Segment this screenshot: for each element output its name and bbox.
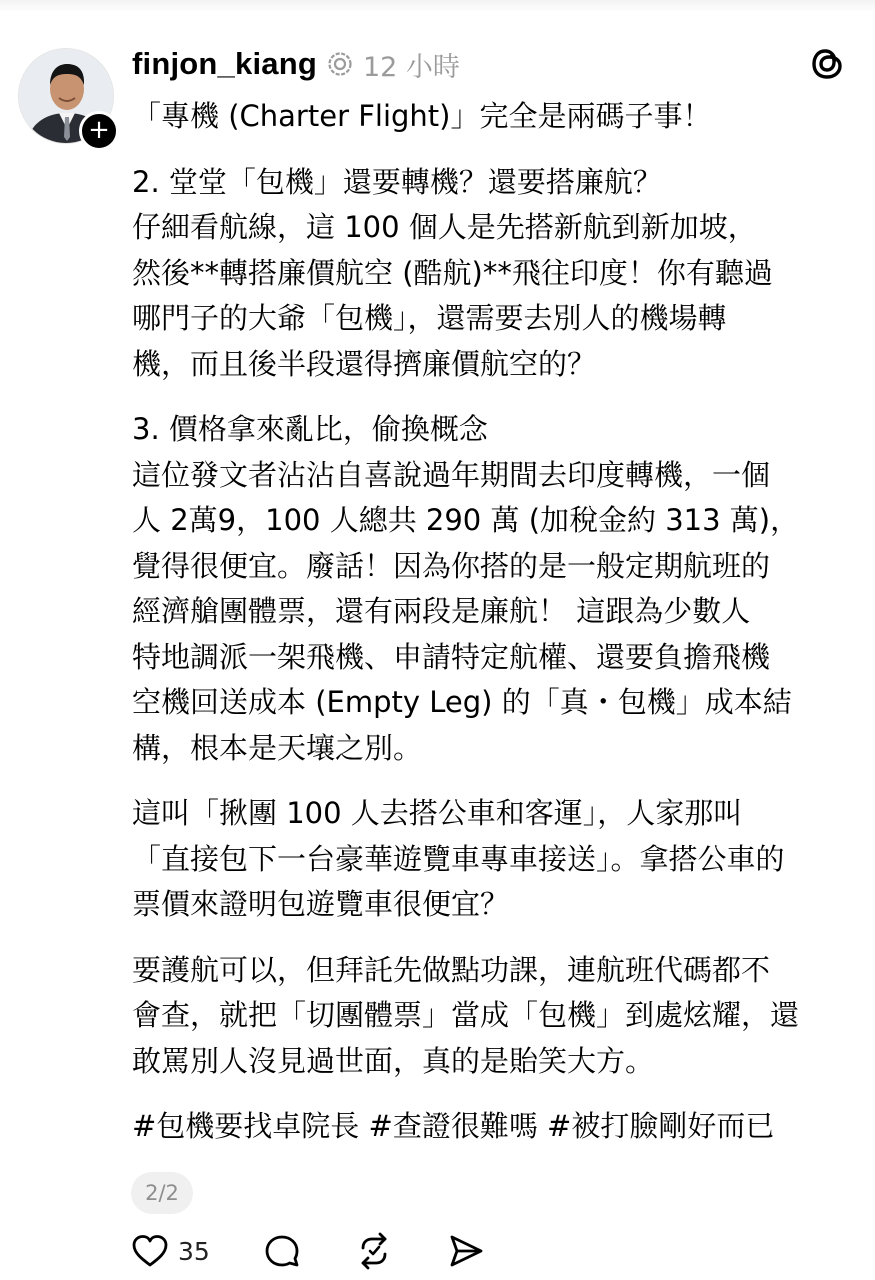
- share-button[interactable]: [446, 1231, 486, 1271]
- point-heading: 3. 價格拿來亂比，偷換概念: [132, 412, 488, 446]
- like-button[interactable]: [130, 1231, 210, 1271]
- text-line: 機，而且後半段還得擠廉價航空的？: [132, 346, 597, 381]
- text-line: 票價來證明包遊覽車很便宜？: [132, 887, 510, 921]
- text-line: 仔細看航線，這 100 個人是先搭新航到新加坡，: [132, 210, 757, 244]
- text-line: 覺得很便宜。廢話！因為你搭的是一般定期航班的: [132, 548, 771, 583]
- text-line: 這位發文者沾沾自喜說過年期間去印度轉機，一個: [132, 457, 771, 492]
- repost-button[interactable]: [354, 1231, 394, 1271]
- text-line: 敢罵別人沒見過世面，真的是貽笑大方。: [132, 1043, 655, 1078]
- text-line: 人 2萬9，100 人總共 290 萬 (加稅金約 313 萬)，: [132, 503, 800, 537]
- author-username[interactable]: finjon_kiang: [132, 46, 317, 81]
- action-bar: [130, 1228, 538, 1274]
- text-line: 空機回送成本 (Empty Leg) 的「真・包機」成本結: [132, 685, 792, 719]
- heart-icon: [130, 1231, 170, 1271]
- like-count: 35: [178, 1236, 210, 1266]
- point-heading: 2. 堂堂「包機」還要轉機？還要搭廉航？: [132, 164, 662, 199]
- text-line: 經濟艙團體票，還有兩段是廉航！ 這跟為少數人: [132, 594, 751, 628]
- comment-bubble-icon: [262, 1231, 302, 1271]
- text-line: 這叫「揪團 100 人去搭公車和客運」，人家那叫: [132, 796, 743, 830]
- page-indicator: 2/2: [131, 1172, 193, 1214]
- paragraph-conclusion: [132, 948, 854, 1085]
- post-body: [132, 94, 854, 1170]
- text-line: 構，根本是天壤之別。: [132, 730, 423, 765]
- paragraph-intro: [132, 94, 854, 140]
- text-line: 特地調派一架飛機、申請特定航權、還要負擔飛機: [132, 639, 771, 674]
- hashtags[interactable]: #包機要找卓院長 #查證很難嗎 #被打臉剛好而已: [132, 1109, 775, 1143]
- paragraph-hashtags: [132, 1104, 854, 1150]
- paragraph-point-3: [132, 407, 854, 771]
- paragraph-analogy: [132, 791, 854, 928]
- verified-badge-icon: [327, 51, 353, 77]
- text-line: 要護航可以，但拜託先做點功課，連航班代碼都不: [132, 952, 771, 987]
- post-header: [132, 44, 460, 84]
- follow-plus-icon[interactable]: +: [79, 111, 119, 151]
- repost-icon: [354, 1231, 394, 1271]
- top-divider: [0, 0, 875, 12]
- text-line: 哪門子的大爺「包機」，還需要去別人的機場轉: [132, 301, 727, 335]
- paragraph-point-2: [132, 160, 854, 388]
- send-icon: [446, 1231, 486, 1271]
- text-line: 「專機 (Charter Flight)」完全是兩碼子事！: [132, 99, 712, 133]
- post-time: 12 小時: [362, 51, 460, 83]
- text-line: 然後**轉搭廉價航空 (酷航)**飛往印度！你有聽過: [132, 255, 773, 290]
- text-line: 會查，就把「切團體票」當成「包機」到處炫耀，還: [132, 998, 800, 1032]
- comment-button[interactable]: [262, 1231, 302, 1271]
- text-line: 「直接包下一台豪華遊覽車專車接送」。拿搭公車的: [132, 841, 785, 876]
- threads-logo-icon[interactable]: [808, 44, 848, 84]
